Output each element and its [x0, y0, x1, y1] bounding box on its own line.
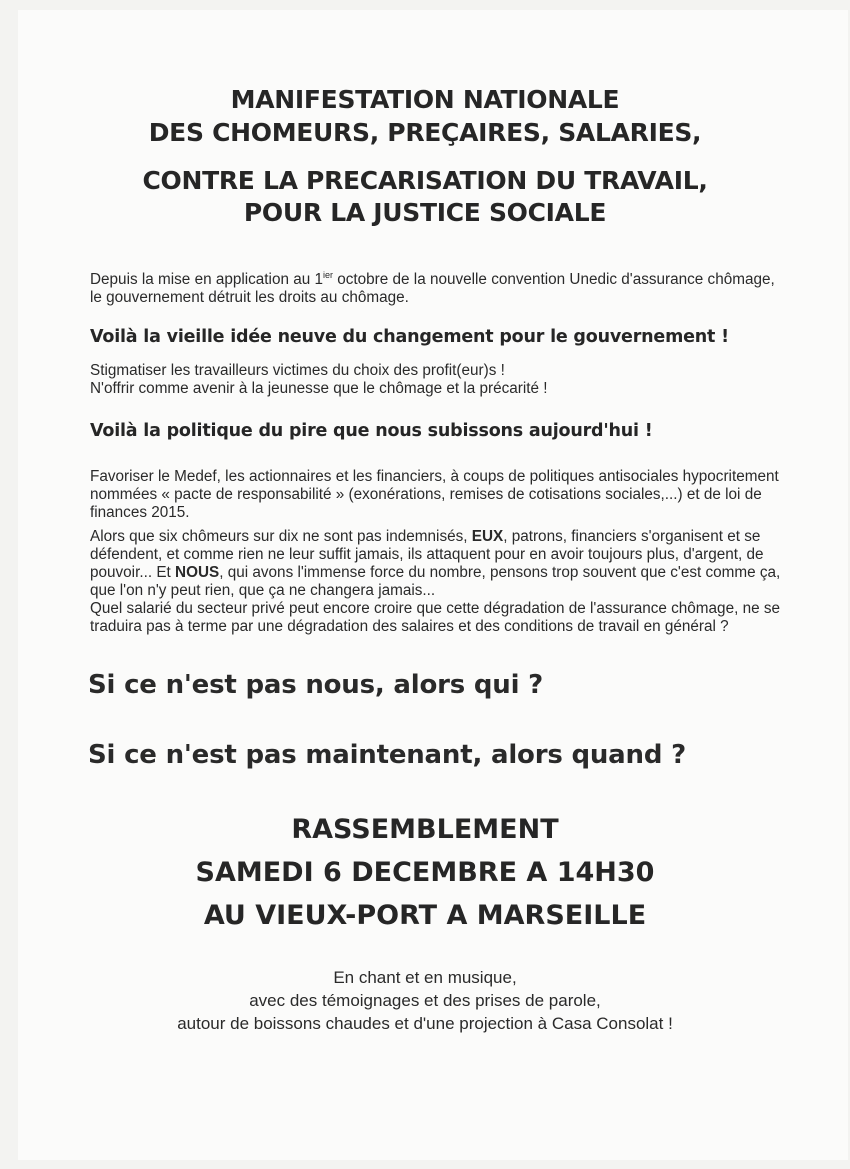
rally-line-1: RASSEMBLEMENT	[291, 814, 559, 845]
closing-line-2: avec des témoignages et des prises de parole,	[249, 991, 601, 1010]
closing-line-1: En chant et en musique,	[333, 968, 517, 987]
heading-2: Voilà la politique du pire que nous subissons aujourd'hui !	[90, 421, 653, 441]
para4-line: défendent, et comme rien ne leur suffit jamais, ils attaquent pour en avoir toujours plus, d'argent, de	[90, 546, 764, 563]
intro-text-a: Depuis la mise en application au 1	[90, 271, 323, 289]
title-line-3: CONTRE LA PRECARISATION DU TRAVAIL,	[142, 166, 708, 195]
para3-line: nommées « pacte de responsabilité » (exonérations, remises de cotisations sociales,...) et de loi de	[90, 486, 762, 503]
closing-line-3: autour de boissons chaudes et d'une projection à Casa Consolat !	[177, 1014, 673, 1033]
para4-line: que l'on n'y peut rien, que ça ne changera jamais...	[90, 582, 436, 599]
intro-line-2: le gouvernement détruit les droits au chômage.	[90, 289, 409, 307]
rally-line-3: AU VIEUX-PORT A MARSEILLE	[203, 900, 647, 931]
rally-line-2: SAMEDI 6 DECEMBRE A 14H30	[195, 857, 655, 888]
para4-text: , qui avons l'immense force du nombre, pensons trop souvent que c'est comme ça,	[219, 564, 781, 581]
para4-text: Alors que six chômeurs sur dix ne sont pas indemnisés,	[90, 528, 472, 545]
para2-line: N'offrir comme avenir à la jeunesse que le chômage et la précarité !	[90, 380, 548, 397]
slogan-1: Si ce n'est pas nous, alors qui ?	[88, 670, 544, 700]
para4-line: Quel salarié du secteur privé peut encore croire que cette dégradation de l'assurance chômage, ne se	[90, 600, 780, 617]
slogan-2: Si ce n'est pas maintenant, alors quand ?	[88, 740, 686, 770]
paragraph-3	[90, 468, 810, 522]
para3-line: Favoriser le Medef, les actionnaires et les financiers, à coups de politiques antisociales hypocritement	[90, 468, 779, 485]
title-line-2: DES CHOMEURS, PREÇAIRES, SALARIES,	[148, 118, 702, 147]
para4-text: pouvoir... Et	[90, 564, 176, 581]
para2-line: Stigmatiser les travailleurs victimes du choix des profit(eur)s !	[90, 362, 505, 379]
para4-text: , patrons, financiers s'organisent et se	[503, 528, 761, 545]
title-line-1: MANIFESTATION NATIONALE	[230, 85, 620, 114]
paragraph-2	[90, 362, 810, 398]
intro-sup: ier	[323, 270, 334, 280]
paragraph-4	[90, 528, 810, 636]
heading-1: Voilà la vieille idée neuve du changement pour le gouvernement !	[90, 327, 729, 347]
intro-paragraph	[90, 266, 810, 307]
para4-line: traduira pas à terme par une dégradation des salaires et des conditions de travail en général ?	[90, 618, 729, 635]
para4-bold-eux: EUX	[471, 528, 504, 545]
para4-bold-nous: NOUS	[175, 564, 220, 581]
para3-line: finances 2015.	[90, 504, 190, 521]
intro-text-b: octobre de la nouvelle convention Unedic d'assurance chômage,	[333, 271, 775, 289]
title-line-4: POUR LA JUSTICE SOCIALE	[243, 198, 607, 227]
